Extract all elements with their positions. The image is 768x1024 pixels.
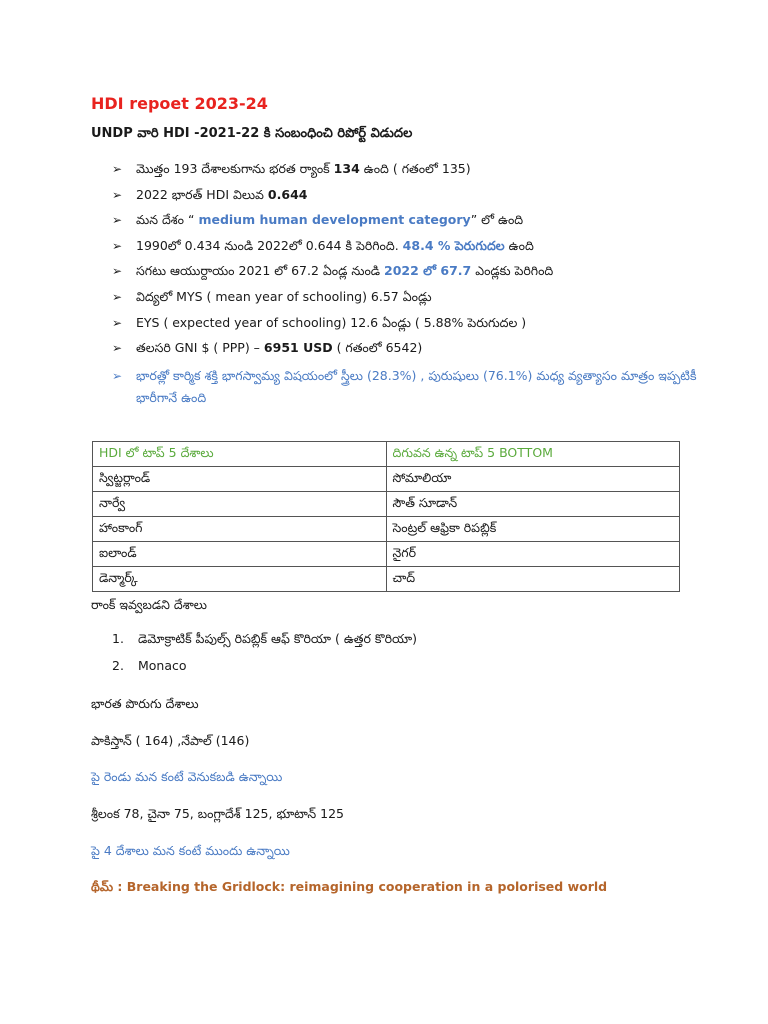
bullet-text: 6951 USD [263, 340, 333, 356]
table-cell-top: స్విట్జర్లాండ్ [93, 467, 387, 492]
table-header-bottom: దిగువన ఉన్న టాప్ 5 BOTTOM [386, 442, 680, 467]
table-row [93, 467, 680, 492]
bullet-item [112, 262, 712, 280]
bullet-text: 134 [333, 161, 360, 176]
table-row [93, 492, 680, 517]
bullet-text: 2022 భారత్ HDI విలువ [136, 186, 268, 202]
neighbours-behind-note: పై రెండు మన కంటే వెనుకబడి ఉన్నాయి [91, 769, 283, 784]
unranked-label: రాంక్ ఇవ్వబడని దేశాలు [91, 597, 207, 612]
list-number: 2. [112, 658, 124, 673]
table-cell-bottom: నైగర్ [386, 542, 680, 567]
arrow-bullet-icon: ➢ [112, 187, 123, 202]
bullet-text: 1990లో 0.434 నుండి 2022లో 0.644 కి పెరిగింది. [136, 237, 403, 253]
bullet-text: ఉంది [504, 237, 534, 253]
bullet-item [112, 314, 712, 332]
bullet-text: ఎండ్లకు పెరిగింది [471, 263, 554, 279]
arrow-bullet-icon: ➢ [112, 315, 123, 330]
arrow-bullet-icon: ➢ [112, 368, 123, 383]
arrow-bullet-icon: ➢ [112, 238, 123, 253]
table-cell-top: డెన్మార్క్ [93, 567, 387, 592]
neighbours-ahead: శ్రీలంక 78, చైనా 75, బంగ్లాదేశ్ 125, భూటాన్ 125 [91, 806, 344, 821]
bullet-item [112, 339, 712, 357]
bullet-item [112, 365, 712, 409]
neighbours-ahead-note: పై 4 దేశాలు మన కంటే ముందు ఉన్నాయి [91, 843, 290, 858]
table-row [93, 517, 680, 542]
bullet-text: ( గతంలో 6542) [332, 340, 423, 356]
table-row [93, 542, 680, 567]
hdi-rank-table [92, 441, 680, 592]
arrow-bullet-icon: ➢ [112, 264, 123, 279]
arrow-bullet-icon: ➢ [112, 289, 123, 304]
table-header-top: HDI లో టాప్ 5 దేశాలు [93, 442, 387, 467]
table-cell-top: నార్వే [93, 492, 387, 517]
bullet-text: తలసరి GNI $ ( PPP) – [136, 340, 264, 356]
bullet-text: 0.644 [267, 186, 308, 202]
unranked-list [112, 630, 417, 684]
bullet-item [112, 160, 712, 178]
report-theme: థీమ్ : Breaking the Gridlock: reimagining cooperation in a polorised world [91, 879, 608, 894]
list-number: 1. [112, 631, 124, 646]
arrow-bullet-icon: ➢ [112, 162, 123, 176]
list-item [112, 630, 417, 648]
bullet-text: ఉంది ( గతంలో 135) [359, 161, 471, 176]
table-cell-bottom: చాద్ [386, 567, 680, 592]
bullet-text: విద్యలో MYS ( mean year of schooling) 6.57 ఏండ్లు [136, 288, 432, 304]
neighbours-behind: పాకిస్తాన్ ( 164) ,నేపాల్ (146) [91, 733, 250, 748]
bullet-text: 48.4 % పెరుగుదల [402, 237, 505, 253]
bullet-item [112, 186, 712, 204]
arrow-bullet-icon: ➢ [112, 213, 123, 228]
bullet-text: 2022 లో 67.7 [384, 263, 472, 279]
table-cell-bottom: సెంట్రల్ ఆఫ్రికా రిపబ్లిక్ [386, 517, 680, 542]
bullet-text: సగటు ఆయుర్దాయం 2021 లో 67.2 ఏండ్ల నుండి [136, 263, 385, 279]
table-cell-top: ఐలాండ్ [93, 542, 387, 567]
list-item-text: డెమోక్రాటిక్ పీపుల్స్ రిపబ్లిక్ ఆఫ్ కొరియా ( ఉత్తర కొరియా) [138, 631, 417, 646]
table-header-row [93, 442, 680, 467]
bullet-item [112, 237, 712, 255]
arrow-bullet-icon: ➢ [112, 341, 123, 356]
bullet-item [112, 211, 712, 229]
list-item [112, 657, 417, 675]
list-item-text: Monaco [138, 658, 187, 673]
bullet-text: మొత్తం 193 దేశాలకుగాను భరత ర్యాంక్ [136, 161, 334, 176]
table-row [93, 567, 680, 592]
bullet-item [112, 288, 712, 306]
table-cell-bottom: సౌత్ సూడాన్ [386, 492, 680, 517]
bullet-text: మన దేశం “ [136, 212, 199, 228]
bullet-text: భారత్లో కార్మిక శక్తి భాగస్వామ్య విషయంలో స్త్రీలు (28.3%) , పురుషులు (76.1%) మధ్య వ్యత్యాసం మాత్రం ఇప్పటికీ భారీగానే ఉంది [136, 367, 697, 405]
bullet-text: medium human development category [198, 212, 471, 228]
page-subtitle: UNDP వారి HDI -2021-22 కి సంబంధించి రిపోర్ట్ విడుదల [91, 126, 413, 141]
bullet-text: EYS ( expected year of schooling) 12.6 ఏండ్లు ( 5.88% పెరుగుదల ) [136, 314, 527, 330]
table-cell-top: హాంకాంగ్ [93, 517, 387, 542]
neighbours-label: భారత పొరుగు దేశాలు [91, 696, 199, 711]
bullet-text: ” లో ఉంది [470, 212, 524, 228]
page-title: HDI repoet 2023-24 [91, 94, 268, 113]
table-cell-bottom: సోమాలియా [386, 467, 680, 492]
bullet-list [112, 160, 712, 416]
